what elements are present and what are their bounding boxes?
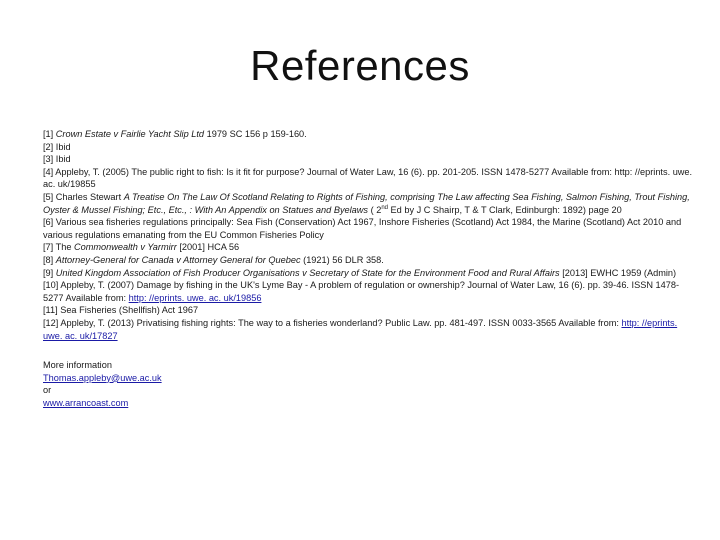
- reference-12-text: [12] Appleby, T. (2013) Privatising fishing rights: The way to a fisheries wonderland? Public Law. pp. 481-497. ISSN 0033-3565 Available from:: [43, 317, 622, 328]
- reference-7: [43, 241, 693, 254]
- reference-1-citation: 1979 SC 156 p 159-160.: [204, 129, 307, 139]
- reference-9: [43, 267, 693, 280]
- page-title: References: [250, 42, 470, 89]
- reference-4: [4] Appleby, T. (2005) The public right to fish: Is it fit for purpose? Journal of Water Law, 16 (6). pp. 201-205. ISSN 1478-5277 Available from: http: //eprints. uwe. ac. uk/19855: [43, 166, 693, 190]
- reference-12: [43, 317, 693, 342]
- reference-6: [6] Various sea fisheries regulations principally: Sea Fish (Conservation) Act 1967, Inshore Fisheries (Scotland) Act 1984, the Marine (Scotland) Act 2010 and various regulations emanating from the EU Common Fisheries Policy: [43, 217, 682, 240]
- more-information-label: More information: [43, 360, 112, 371]
- reference-5-edition-prefix: ( 2: [368, 204, 382, 215]
- reference-5-author: [5] Charles Stewart: [43, 191, 124, 202]
- website-link[interactable]: www.arrancoast.com: [43, 397, 129, 408]
- reference-11: [11] Sea Fisheries (Shellfish) Act 1967: [43, 305, 199, 316]
- reference-8-number: [8]: [43, 254, 56, 265]
- email-link[interactable]: Thomas.appleby@uwe.ac.uk: [43, 372, 162, 383]
- reference-1-case: Crown Estate v Fairlie Yacht Slip Ltd: [55, 129, 205, 139]
- reference-1-number: [1]: [43, 129, 56, 139]
- reference-12-link[interactable]: http: //eprints. uwe. ac. uk/17827: [43, 317, 678, 341]
- section-spacer: [43, 342, 693, 359]
- reference-5-treatise-title: A Treatise On The Law Of Scotland Relating to Rights of Fishing, comprising The Law affecting Sea Fishing, Salmon Fishing, Trout Fishing, Oyster & Mussel Fishing; Etc., Etc., : With An Appendix on Statues and Byelaws: [43, 191, 690, 215]
- reference-5-edition-suffix: nd: [381, 204, 388, 211]
- reference-9-citation: [2013] EWHC 1959 (Admin): [559, 267, 677, 278]
- reference-8: [43, 254, 693, 267]
- reference-1: [43, 128, 693, 141]
- reference-5: [43, 191, 693, 216]
- reference-10-text: [10] Appleby, T. (2007) Damage by fishing in the UK's Lyme Bay - A problem of regulation or ownership? Journal of Water Law, 16 (6). pp. 39-46. ISSN 1478-5277 Available from:: [43, 280, 680, 303]
- reference-10: [43, 279, 693, 304]
- reference-3: [3] Ibid: [43, 154, 71, 165]
- references-list: [43, 128, 693, 409]
- reference-8-citation: (1921) 56 DLR 358.: [300, 254, 384, 265]
- reference-7-case: Commonwealth v Yarmirr: [74, 242, 177, 253]
- or-separator: or: [43, 385, 52, 396]
- reference-10-link[interactable]: http: //eprints. uwe. ac. uk/19856: [128, 292, 262, 303]
- reference-7-prefix: [7] The: [43, 242, 74, 253]
- reference-8-case: Attorney-General for Canada v Attorney General for Quebec: [55, 254, 301, 265]
- reference-9-case: United Kingdom Association of Fish Producer Organisations v Secretary of State for the Environment Food and Rural Affairs: [55, 267, 560, 278]
- reference-5-edition-details: Ed by J C Shairp, T & T Clark, Edinburgh: 1892) page 20: [388, 204, 622, 215]
- reference-9-number: [9]: [43, 267, 56, 278]
- email-line: [43, 372, 693, 385]
- reference-2: [2] Ibid: [43, 141, 71, 152]
- website-line: [43, 397, 693, 410]
- reference-7-citation: [2001] HCA 56: [176, 242, 240, 253]
